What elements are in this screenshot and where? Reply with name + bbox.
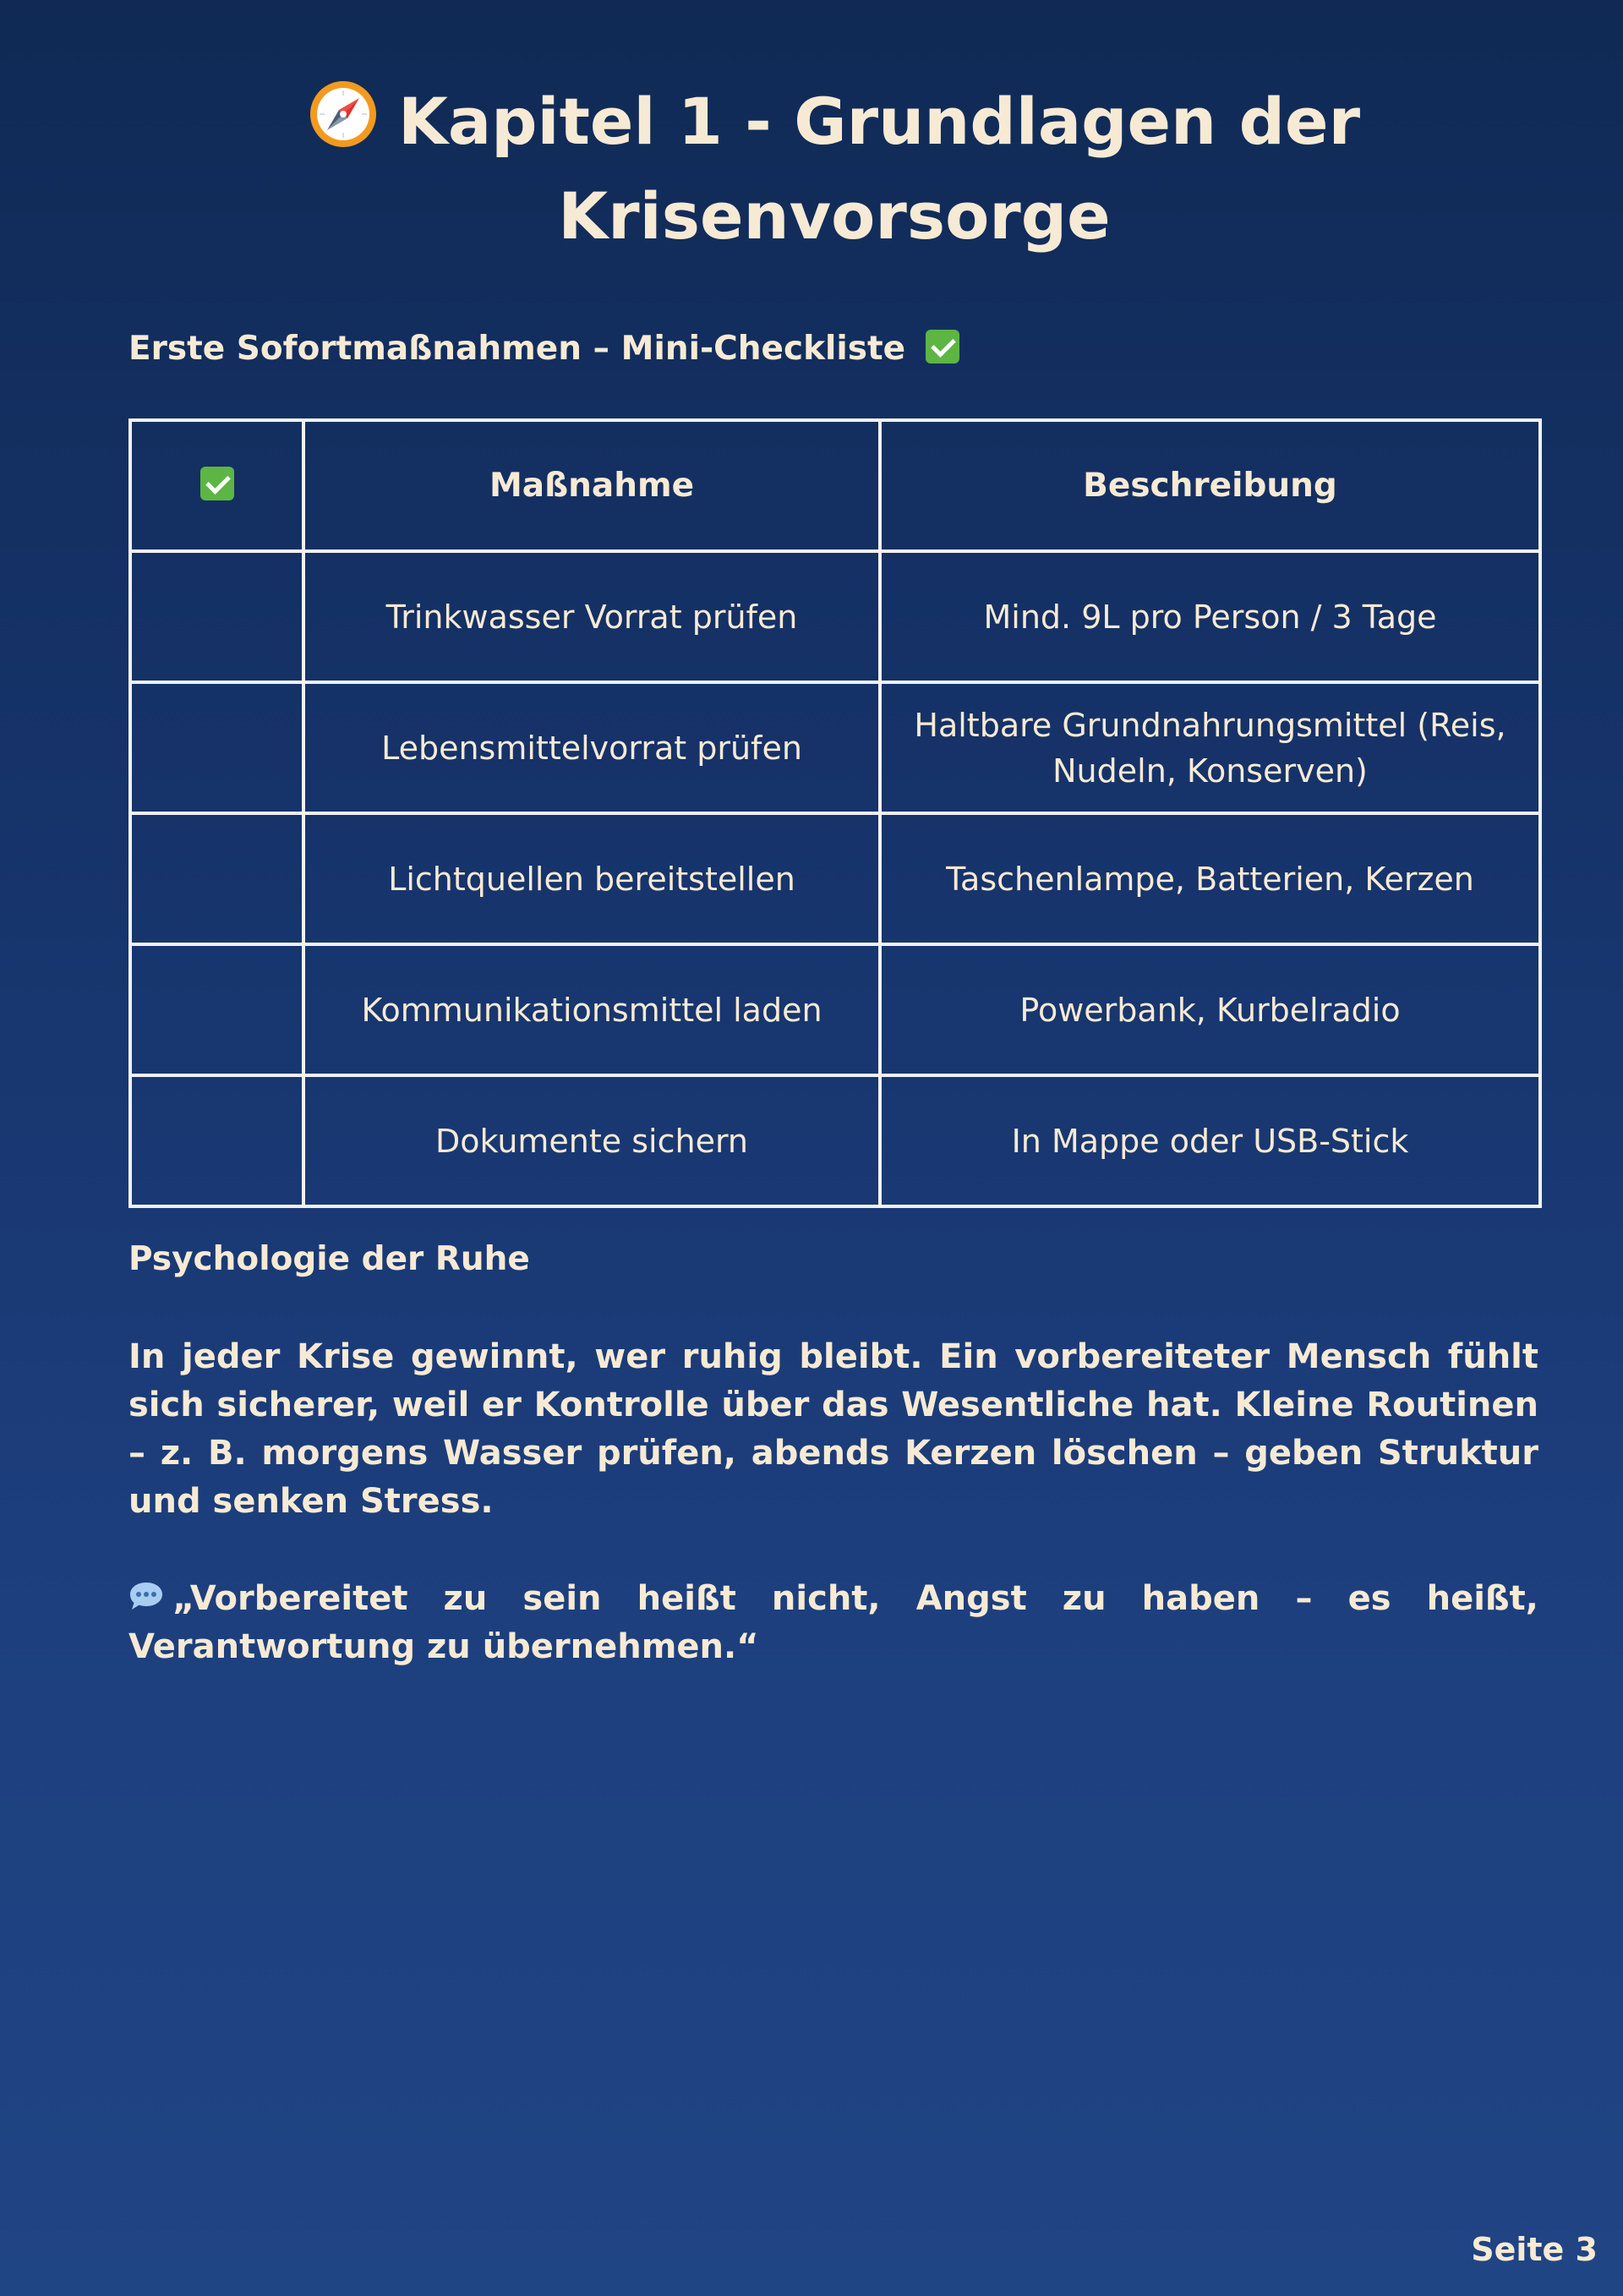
- header-description: Beschreibung: [880, 420, 1540, 551]
- page-title: [128, 74, 1540, 264]
- psychology-paragraph: In jeder Krise gewinnt, wer ruhig bleibt. Ein vorbereiteter Mensch fühlt sich sicherer, weil er Kontrolle über das Wesentliche hat. Kleine Routinen – z. B. morgens Wasser prüfen, abends Kerzen löschen – geben Struktur und senken Stress.: [128, 1337, 1538, 1521]
- check-mark-icon: [200, 467, 234, 500]
- title-line-2: Krisenvorsorge: [558, 178, 1111, 254]
- measure-cell: Lebensmittelvorrat prüfen: [303, 682, 880, 813]
- header-check-cell: [130, 420, 303, 551]
- checklist-heading-text: Erste Sofortmaßnahmen – Mini-Checkliste: [128, 330, 906, 368]
- measure-cell: Lichtquellen bereitstellen: [303, 813, 880, 944]
- page-number: Seite 3: [1471, 2231, 1598, 2268]
- table-row: [130, 813, 1540, 944]
- speech-bubble-icon: [128, 1581, 164, 1611]
- quote-text: „Vorbereitet zu sein heißt nicht, Angst zu haben – es heißt, Verantwortung zu übernehmen.“: [128, 1579, 1538, 1666]
- check-cell[interactable]: [130, 682, 303, 813]
- quote-paragraph: [128, 1575, 1538, 1671]
- table-row: [130, 682, 1540, 813]
- measure-cell: Dokumente sichern: [303, 1075, 880, 1206]
- check-cell[interactable]: [130, 944, 303, 1075]
- table-row: [130, 551, 1540, 682]
- header-measure: Maßnahme: [303, 420, 880, 551]
- psychology-heading: Psychologie der Ruhe: [128, 1240, 530, 1278]
- check-cell[interactable]: [130, 813, 303, 944]
- checklist-heading: [128, 325, 959, 373]
- table-row: [130, 1075, 1540, 1206]
- description-cell: In Mappe oder USB-Stick: [880, 1075, 1540, 1206]
- table-header-row: [130, 420, 1540, 551]
- compass-icon: [309, 79, 378, 149]
- description-cell: Mind. 9L pro Person / 3 Tage: [880, 551, 1540, 682]
- title-line-1: Kapitel 1 - Grundlagen der: [397, 84, 1361, 159]
- measure-cell: Trinkwasser Vorrat prüfen: [303, 551, 880, 682]
- checklist-table: [128, 418, 1542, 1208]
- description-cell: Taschenlampe, Batterien, Kerzen: [880, 813, 1540, 944]
- check-cell[interactable]: [130, 1075, 303, 1206]
- check-cell[interactable]: [130, 551, 303, 682]
- description-cell: Haltbare Grundnahrungsmittel (Reis, Nudeln, Konserven): [880, 682, 1540, 813]
- table-row: [130, 944, 1540, 1075]
- check-mark-icon: [926, 330, 959, 364]
- description-cell: Powerbank, Kurbelradio: [880, 944, 1540, 1075]
- measure-cell: Kommunikationsmittel laden: [303, 944, 880, 1075]
